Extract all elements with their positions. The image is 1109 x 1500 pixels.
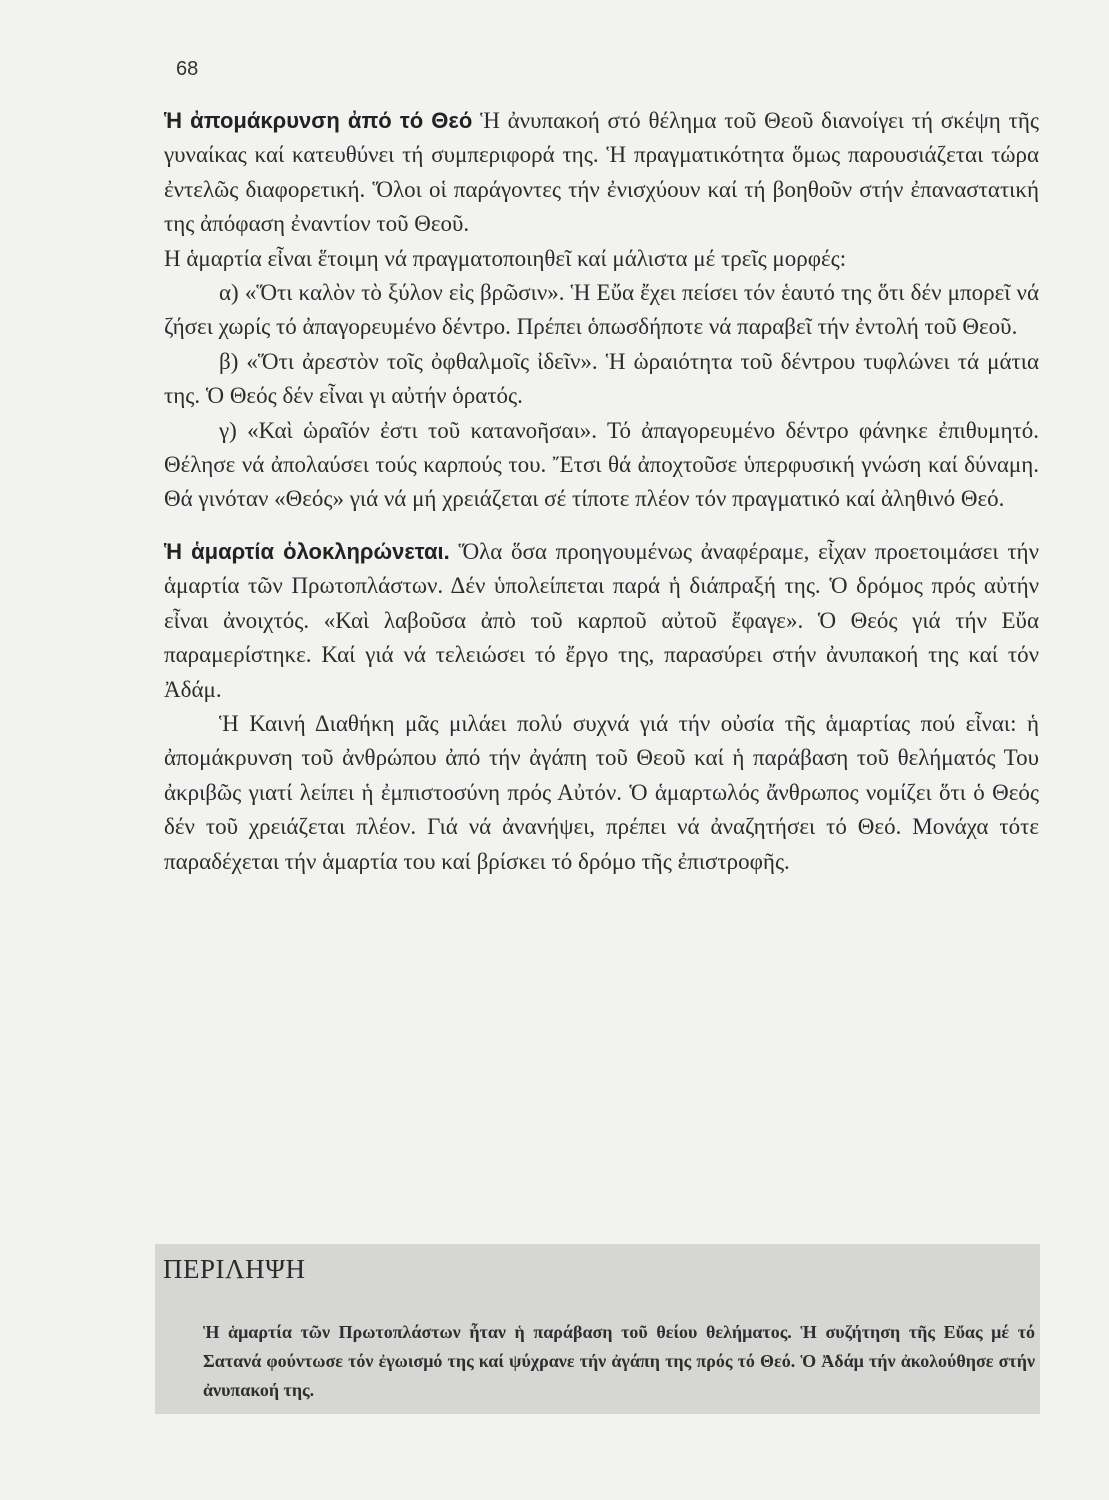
paragraph-form-b: β) «Ὅτι ἀρεστὸν τοῖς ὀφθαλμοῖς ἰδεῖν». Ἡ ὡραιότητα τοῦ δέντρου τυφλώνει τά μάτια της. Ὁ Θεός δέν εἶναι γι αὐτήν ὁρατός.: [164, 348, 1039, 409]
section-heading-sin-completed: Ἡ ἁμαρτία ὁλοκληρώνεται.: [164, 538, 450, 564]
body-text: [164, 104, 1039, 879]
paragraph-form-c: γ) «Καὶ ὡραῖόν ἐστι τοῦ κατανοῆσαι». Τό ἀπαγορευμένο δέντρο φάνηκε ἐπιθυμητό. Θέλησε νά ἀπολαύσει τούς καρπούς του. Ἔτσι θά ἀποχτοῦσε ὑπερφυσική γνώση καί δύναμη. Θά γινόταν «Θεός» γιά νά μή χρειάζεται σέ τίποτε πλέον τόν πραγματικό καί ἀληθινό Θεό.: [164, 417, 1039, 512]
paragraph-new-testament: Ἡ Καινή Διαθήκη μᾶς μιλάει πολύ συχνά γιά τήν οὐσία τῆς ἁμαρτίας πού εἶναι: ἡ ἀπομάκρυνση τοῦ ἀνθρώπου ἀπό τήν ἀγάπη τοῦ Θεοῦ καί ἡ παράβαση τοῦ θελήματός Του ἀκριβῶς γιατί λείπει ἡ ἐμπιστοσύνη πρός Αὐτόν. Ὁ ἁμαρτωλός ἄνθρωπος νομίζει ὅτι ὁ Θεός δέν τοῦ χρειάζεται πλέον. Γιά νά ἀνανήψει, πρέπει νά ἀναζητήσει τό Θεό. Μονάχα τότε παραδέχεται τήν ἁμαρτία του καί βρίσκει τό δρόμο τῆς ἐπιστροφῆς.: [164, 710, 1039, 874]
summary-box: [155, 1244, 1040, 1414]
paragraph-form-a: α) «Ὅτι καλὸν τὸ ξύλον εἰς βρῶσιν». Ἡ Εὔα ἔχει πείσει τόν ἑαυτό της ὅτι δέν μπορεῖ νά ζήσει χωρίς τό ἀπαγορευμένο δέντρο. Πρέπει ὁπωσδήποτε νά παραβεῖ τήν ἐντολή τοῦ Θεοῦ.: [164, 280, 1039, 340]
paragraph-text: Ὅλα ὅσα προηγουμένως ἀναφέραμε, εἶχαν προετοιμάσει τήν ἁμαρτία τῶν Πρωτοπλάστων. Δέν ὑπολείπεται παρά ἡ διάπραξή της. Ὁ δρόμος πρός αὐτήν εἶναι ἀνοιχτός. «Καὶ λαβοῦσα ἀπὸ τοῦ καρποῦ αὐτοῦ ἔφαγε». Ὁ Θεός γιά τήν Εὔα παραμερίστηκε. Καί γιά νά τελειώσει τό ἔργο της, παρασύρει στήν ἀνυπακοή της καί τόν Ἀδάμ.: [164, 538, 1039, 702]
paragraph-three-forms: Η ἁμαρτία εἶναι ἕτοιμη νά πραγματοποιηθεῖ καί μάλιστα μέ τρεῖς μορφές:: [164, 245, 847, 271]
paragraph-text: Ἡ ἀνυπακοή στό θέλημα τοῦ Θεοῦ διανοίγει τή σκέψη τῆς γυναίκας καί κατευθύνει τή συμπεριφορά της. Ἡ πραγματικότητα ὅμως παρουσιάζεται τώρα ἐντελῶς διαφορετική. Ὅλοι οἱ παράγοντες τήν ἐνισχύουν καί τή βοηθοῦν στήν ἐπαναστατική της ἀπόφαση ἐναντίον τοῦ Θεοῦ.: [164, 108, 1039, 237]
page-number: 68: [176, 58, 199, 80]
section-heading-removal: Ἡ ἀπομάκρυνση ἀπό τό Θεό: [164, 108, 473, 133]
paragraph-removal-from-god: [164, 104, 1039, 242]
summary-text: Ἡ ἁμαρτία τῶν Πρωτοπλάστων ἦταν ἡ παράβαση τοῦ θείου θελήματος. Ἡ συζήτηση τῆς Εὔας μέ τό Σατανά φούντωσε τόν ἐγωισμό της καί ψύχρανε τήν ἀγάπη της πρός τό Θεό. Ὁ Ἀδάμ τήν ἀκολούθησε στήν ἀνυπακοή της.: [203, 1322, 1035, 1400]
summary-title: ΠΕΡΙΛΗΨΗ: [163, 1254, 306, 1284]
paragraph-sin-completed: [164, 535, 1039, 707]
